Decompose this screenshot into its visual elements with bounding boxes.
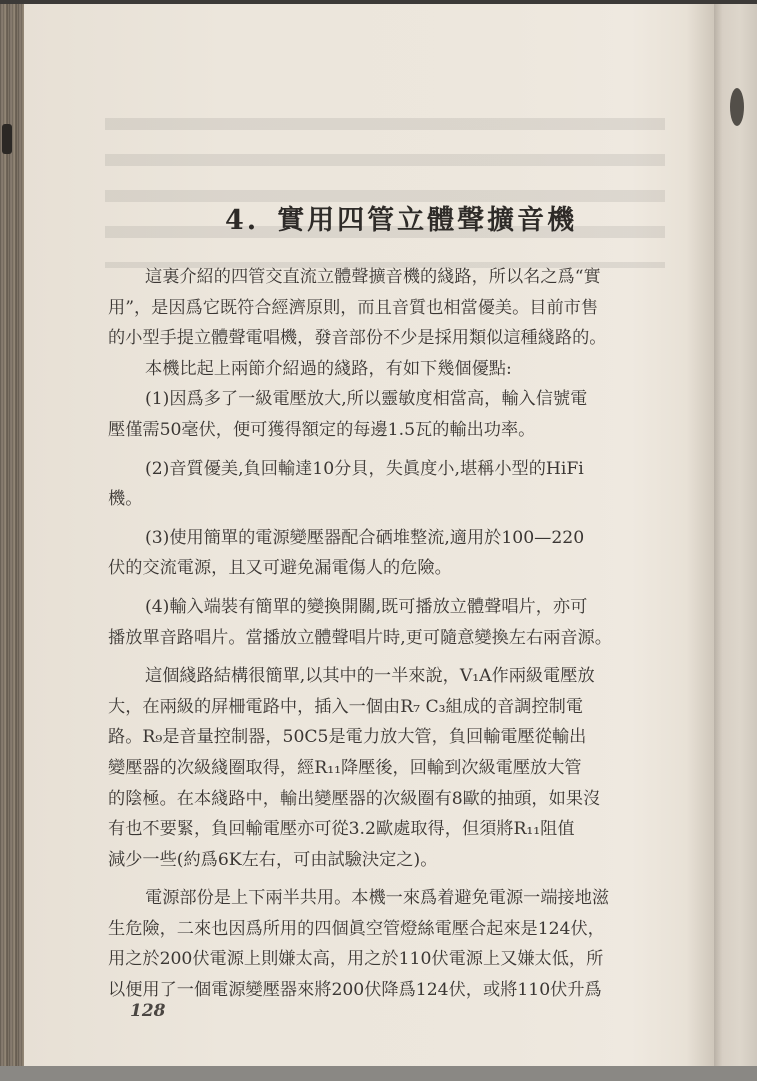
text-line: 大，在兩級的屏柵電路中，插入一個由R₇ C₃組成的音調控制電 <box>108 696 584 717</box>
text-line: 用之於200伏電源上則嫌太高，用之於110伏電源上又嫌太低，所 <box>108 949 604 970</box>
text-line: 這裏介紹的四管交直流立體聲擴音機的綫路，所以名之爲“實 <box>145 267 601 287</box>
text-line: 用”，是因爲它既符合經濟原則，而且音質也相當優美。目前市售 <box>108 297 599 318</box>
show-through-text <box>105 108 665 268</box>
section-number: 4. <box>225 205 260 236</box>
text-line: 變壓器的次級綫圈取得，經R₁₁降壓後，回輸到次級電壓放大管 <box>108 757 582 778</box>
spine-ink-mark <box>2 124 12 154</box>
text-line: 電源部份是上下兩半共用。本機一來爲着避免電源一端接地滋 <box>145 888 610 909</box>
section-title: 實用四管立體聲擴音機 <box>277 205 578 236</box>
list-item-2: (2)音質優美,負回輸達10分貝，失眞度小,堪稱小型的HiFi <box>145 458 584 479</box>
text-line: 機。 <box>108 489 143 510</box>
body-text <box>108 262 668 1006</box>
text-line: 播放單音路唱片。當播放立體聲唱片時,更可隨意變換左右兩音源。 <box>108 627 612 648</box>
text-line: 的陰極。在本綫路中，輸出變壓器的次級圈有8歐的抽頭，如果沒 <box>108 788 601 809</box>
text-line: 伏的交流電源，且又可避免漏電傷人的危險。 <box>108 558 452 579</box>
page-edge-stain <box>730 88 744 126</box>
text-line: 減少一些(約爲6K左右，可由試驗決定之)。 <box>108 849 438 870</box>
text-line: 有也不要緊，負回輸電壓亦可從3.2歐處取得，但須將R₁₁阻值 <box>108 819 575 840</box>
list-item-4: (4)輸入端裝有簡單的變換開關,既可播放立體聲唱片，亦可 <box>145 596 588 617</box>
book-spine-edge <box>0 4 24 1066</box>
section-heading <box>225 198 585 237</box>
text-line: 這個綫路結構很簡單,以其中的一半來說，V₁A作兩級電壓放 <box>145 666 595 687</box>
text-line: 以便用了一個電源變壓器來將200伏降爲124伏，或將110伏升爲 <box>108 980 602 1001</box>
scan-bottom-border <box>0 1066 757 1081</box>
next-page-edge <box>714 4 757 1066</box>
text-line: 壓僅需50毫伏，便可獲得額定的每邊1.5瓦的輸出功率。 <box>108 419 536 440</box>
text-line: 的小型手提立體聲電唱機，發音部份不少是採用類似這種綫路的。 <box>108 328 607 349</box>
text-line: 本機比起上兩節介紹過的綫路，有如下幾個優點: <box>145 358 512 379</box>
text-line: 生危險，二來也因爲所用的四個眞空管燈絲電壓合起來是124伏， <box>108 918 605 939</box>
list-item-3: (3)使用簡單的電源變壓器配合硒堆整流,適用於100—220 <box>145 527 585 548</box>
text-line: 路。R₉是音量控制器，50C5是電力放大管，負回輸電壓從輸出 <box>108 727 587 748</box>
page-number: 128 <box>130 1001 166 1021</box>
list-item-1: (1)因爲多了一級電壓放大,所以靈敏度相當高，輸入信號電 <box>145 389 588 410</box>
